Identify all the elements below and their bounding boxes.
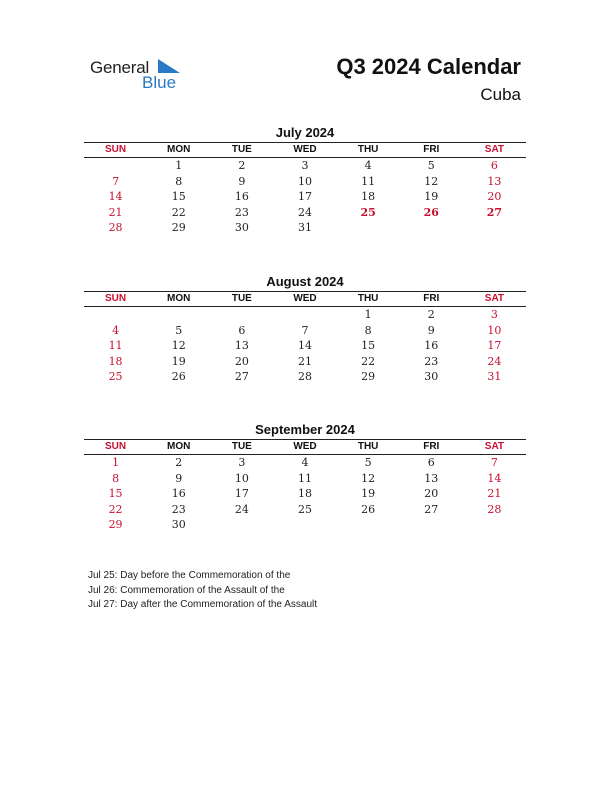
day-cell: 4 [112,323,120,337]
week-row [84,455,526,471]
day-cell [84,158,147,174]
day-cell: 16 [424,339,439,352]
day-cell: 4 [364,159,372,172]
day-cell: 2 [175,456,183,469]
weekday-label: SUN [105,144,127,155]
day-cell: 31 [297,221,312,234]
day-cell: 3 [238,456,246,469]
logo [90,56,200,96]
month-calendar [84,422,526,533]
day-cell: 11 [108,339,123,352]
day-cell: 21 [487,487,502,500]
day-cell: 18 [108,354,123,368]
week-row [84,323,526,339]
weekday-label: TUE [231,293,252,304]
day-cell: 30 [171,518,186,531]
weekday-label: MON [167,441,191,452]
day-cell [84,307,147,323]
week-row [84,158,526,174]
day-cell: 13 [424,471,439,485]
weekday-label: THU [357,441,379,452]
week-row [84,354,526,370]
day-cell: 30 [424,370,439,383]
day-cell: 27 [424,502,439,516]
day-cell: 9 [238,174,246,188]
day-cell: 7 [112,174,120,188]
week-row [84,369,526,385]
day-cell [337,220,400,236]
day-cell: 15 [171,190,186,203]
day-cell: 6 [238,323,246,337]
weekday-label: TUE [231,144,252,155]
day-cell: 11 [297,471,312,485]
month-title: August 2024 [266,274,344,289]
day-cell: 8 [364,323,372,337]
day-cell: 8 [175,174,183,188]
day-cell: 15 [108,487,123,500]
day-cell: 23 [424,354,439,368]
day-cell: 25 [108,370,123,383]
day-cell: 28 [297,370,312,383]
day-cell: 15 [361,339,376,352]
day-cell: 17 [487,339,502,352]
weekday-label: SAT [484,144,505,155]
day-cell: 5 [175,323,183,337]
day-cell: 30 [234,221,249,234]
week-row [84,307,526,323]
day-cell: 27 [234,370,249,383]
day-cell: 1 [112,456,120,469]
weekday-header [84,142,526,158]
day-cell: 2 [238,159,246,172]
week-row [84,502,526,518]
page-title: Q3 2024 Calendar [336,54,521,79]
weekday-label: TUE [231,441,252,452]
day-cell: 19 [361,487,376,500]
day-cell: 19 [424,190,439,203]
day-cell: 21 [297,354,312,368]
day-cell: 27 [486,205,503,219]
week-row [84,220,526,236]
week-row [84,174,526,190]
day-cell: 26 [423,205,439,219]
day-cell: 24 [487,354,502,368]
weekday-label: MON [167,293,191,304]
weekday-label: WED [293,441,317,452]
day-cell: 4 [301,456,309,469]
weekday-header [84,291,526,307]
month-calendar [84,274,526,385]
weekday-label: FRI [423,144,440,155]
week-row [84,205,526,221]
day-cell: 2 [427,308,435,321]
day-cell: 11 [361,174,376,188]
day-cell: 20 [424,487,439,500]
day-cell: 18 [297,487,312,500]
week-row [84,189,526,205]
day-cell: 12 [171,339,186,352]
day-cell: 20 [487,190,502,203]
weekday-label: SAT [484,441,505,452]
day-cell: 7 [301,323,309,337]
weekday-label: WED [293,293,317,304]
holiday-note: Jul 25: Day before the Commemoration of the [88,570,291,581]
holiday-note: Jul 27: Day after the Commemoration of the Assault [88,599,317,610]
week-row [84,486,526,502]
day-cell: 25 [297,502,312,516]
logo-word-general: General [90,58,150,77]
day-cell: 17 [234,487,249,500]
day-cell: 5 [364,456,372,469]
day-cell [463,220,526,236]
day-cell: 3 [490,308,498,321]
day-cell [210,517,273,533]
day-cell: 23 [171,502,186,516]
day-cell: 13 [234,339,249,352]
holiday-notes [88,569,348,613]
day-cell [273,517,336,533]
day-cell: 1 [175,159,183,172]
day-cell: 12 [424,174,439,188]
week-row [84,517,526,533]
weekday-header [84,439,526,455]
day-cell [400,220,463,236]
day-cell: 31 [487,370,502,383]
day-cell: 7 [490,456,498,469]
day-cell: 25 [360,205,376,219]
day-cell: 10 [234,471,249,485]
day-cell [273,307,336,323]
holiday-note: Jul 26: Commemoration of the Assault of the [88,584,285,596]
day-cell: 16 [171,487,186,500]
day-cell: 6 [427,456,435,469]
weekday-label: THU [357,144,379,155]
day-cell: 10 [297,174,312,188]
day-cell: 17 [297,190,312,203]
month-calendar [84,125,526,236]
weekday-label: FRI [423,441,440,452]
weekday-label: MON [167,144,191,155]
weekday-label: FRI [423,293,440,304]
day-cell: 3 [301,159,309,172]
day-cell: 5 [427,159,435,172]
day-cell: 14 [487,471,502,485]
week-row [84,471,526,487]
day-cell: 19 [171,354,186,368]
day-cell: 22 [108,502,123,516]
day-cell [337,517,400,533]
day-cell: 28 [487,502,502,516]
day-cell: 6 [490,159,498,172]
day-cell: 8 [112,471,120,485]
day-cell: 14 [297,339,312,352]
day-cell: 13 [487,174,502,188]
day-cell [147,307,210,323]
day-cell: 26 [171,370,186,383]
day-cell [463,517,526,533]
week-row [84,338,526,354]
day-cell [400,517,463,533]
day-cell: 10 [487,323,502,337]
weekday-label: SUN [105,293,127,304]
day-cell: 24 [234,502,249,516]
day-cell [210,307,273,323]
logo-triangle-icon [158,59,180,73]
day-cell: 29 [361,370,376,383]
month-title: September 2024 [255,422,355,437]
day-cell: 21 [108,205,123,219]
day-cell: 9 [427,323,435,337]
month-title: July 2024 [275,125,335,140]
weekday-label: WED [293,144,317,155]
weekday-label: SAT [484,293,505,304]
day-cell: 1 [364,308,372,321]
day-cell: 9 [175,471,183,485]
weekday-label: SUN [105,441,127,452]
weekday-label: THU [357,293,379,304]
day-cell: 18 [361,190,376,203]
day-cell: 28 [108,221,123,234]
day-cell: 20 [234,354,249,368]
day-cell: 23 [234,205,249,219]
day-cell: 26 [361,502,376,516]
logo-word-blue: Blue [142,73,177,92]
day-cell: 22 [361,354,376,368]
day-cell: 12 [361,471,376,485]
day-cell: 16 [234,190,249,203]
day-cell: 22 [171,205,186,219]
day-cell: 29 [171,221,186,234]
day-cell: 24 [297,205,312,219]
day-cell: 29 [108,518,123,531]
day-cell: 14 [108,190,123,203]
country-name: Cuba [480,85,521,104]
